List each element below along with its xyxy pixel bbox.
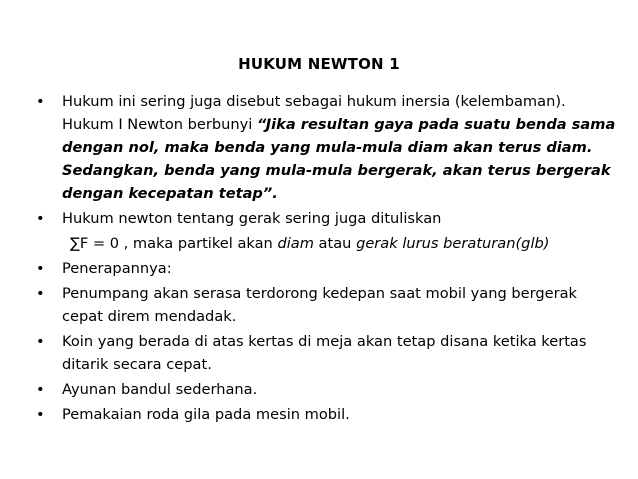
equation-atau: atau bbox=[313, 235, 357, 252]
item-text: Koin yang berada di atas kertas di meja akan tetap disana ketika kertas ditarik secara cepat. bbox=[62, 333, 587, 373]
item-text: Hukum newton tentang gerak sering juga dituliskan bbox=[62, 210, 442, 227]
bullet-marker: • bbox=[36, 381, 45, 398]
list-item bbox=[36, 90, 621, 205]
equation-glb: gerak lurus beraturan(glb) bbox=[356, 235, 550, 252]
item-text: Penerapannya: bbox=[62, 260, 172, 277]
bullet-marker: • bbox=[36, 285, 45, 302]
newton-law-quote: “Jika resultan gaya pada suatu benda sama dengan nol, maka benda yang mula-mula diam akan terus diam. Sedangkan, benda yang mula-mula bergerak, akan terus bergerak dengan kecepatan tetap”. bbox=[62, 116, 616, 202]
bullet-list bbox=[36, 90, 621, 428]
slide-title: HUKUM NEWTON 1 bbox=[238, 55, 400, 73]
list-item bbox=[36, 257, 621, 280]
list-item bbox=[36, 207, 621, 255]
item-text: Penumpang akan serasa terdorong kedepan saat mobil yang bergerak cepat direm mendadak. bbox=[62, 285, 578, 325]
item-text: Ayunan bandul sederhana. bbox=[62, 381, 258, 398]
item-text: Pemakaian roda gila pada mesin mobil. bbox=[62, 406, 350, 423]
bullet-marker: • bbox=[36, 210, 45, 227]
equation-line bbox=[62, 232, 621, 255]
list-item bbox=[36, 330, 621, 376]
equation-diam: diam bbox=[277, 235, 314, 252]
list-item bbox=[36, 282, 621, 328]
bullet-marker: • bbox=[36, 406, 45, 423]
list-item bbox=[36, 403, 621, 426]
bullet-marker: • bbox=[36, 93, 45, 110]
item-text: Hukum ini sering juga disebut sebagai hukum inersia (kelembaman). Hukum I Newton berbunyi bbox=[62, 93, 566, 133]
equation-text: ∑F = 0 , maka partikel akan bbox=[70, 235, 278, 252]
bullet-marker: • bbox=[36, 333, 45, 350]
list-item bbox=[36, 378, 621, 401]
bullet-marker: • bbox=[36, 260, 45, 277]
